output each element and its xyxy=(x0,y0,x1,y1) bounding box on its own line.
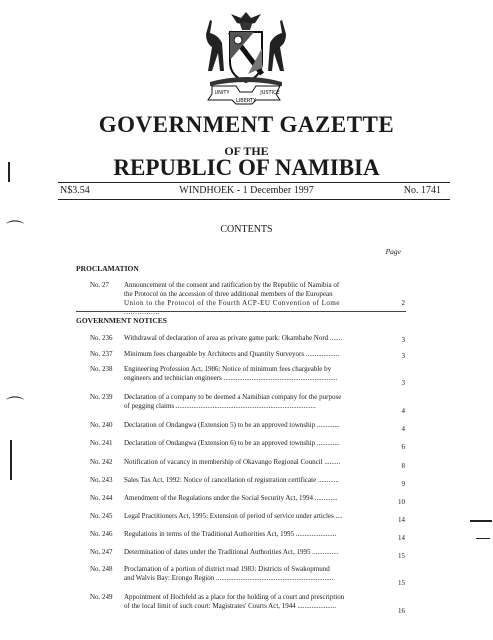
header-rule-bottom xyxy=(58,199,450,200)
entry-description xyxy=(124,548,360,557)
header-rule-top xyxy=(58,182,450,183)
entry-line: Declaration of a company to be deemed a Namibian company for the purpose xyxy=(124,393,342,401)
entry-page: 3 xyxy=(401,352,405,360)
entry-description xyxy=(124,439,360,448)
entry-number: No. 244 xyxy=(90,494,113,502)
entry-line: Amendment of the Regulations under the Social Security Act, 1994 ............. xyxy=(124,494,338,502)
entry-description xyxy=(124,494,360,503)
entry-number: No. 243 xyxy=(90,476,113,484)
entry-page: 8 xyxy=(401,462,405,470)
scan-mark xyxy=(8,162,10,182)
entry-page: 14 xyxy=(398,516,405,524)
entry-line: Union to the Protocol of the Fourth ACP-EU Convention of Lome ................ xyxy=(124,299,340,316)
entry-description xyxy=(124,512,360,521)
entry-number: No. 241 xyxy=(90,439,113,447)
entry-line: Notification of vacancy in membership of Okavango Regional Council ......... xyxy=(124,458,341,466)
entry-page: 15 xyxy=(398,579,405,587)
entry-description xyxy=(124,565,360,583)
entry-page: 14 xyxy=(398,534,405,542)
section-title-government-notices: GOVERNMENT NOTICES xyxy=(76,316,167,325)
entry-number: No. 247 xyxy=(90,548,113,556)
entry-line: of the local limit of such court: Magistrates' Courts Act, 1944 ...................... xyxy=(124,602,337,610)
coat-of-arms-emblem xyxy=(196,8,296,106)
entry-number: No. 27 xyxy=(90,281,110,289)
entry-line: Legal Practitioners Act, 1995: Extension of period of service under articles .... xyxy=(124,512,343,520)
entry-description xyxy=(124,334,360,343)
entry-line: of pegging claims ................................................................................ xyxy=(124,402,316,410)
entry-page: 3 xyxy=(401,336,405,344)
entry-description xyxy=(124,530,360,539)
entry-number: No. 236 xyxy=(90,334,113,342)
entry-line: Engineering Profession Act, 1986: Notice of minimum fees chargeable by xyxy=(124,365,332,373)
gazette-title: GOVERNMENT GAZETTE xyxy=(98,112,395,137)
entry-line: Announcement of the consent and ratification by the Republic of Namibia of xyxy=(124,281,340,289)
entry-number: No. 245 xyxy=(90,512,113,520)
entry-page: 9 xyxy=(401,480,405,488)
entry-line: Proclamation of a portion of district road 1983: Districts of Swakopmund xyxy=(124,565,330,573)
entry-line: Determination of dates under the Traditional Authorities Act, 1995 ............... xyxy=(124,548,339,556)
scan-mark: ⌒ xyxy=(6,396,24,416)
entry-number: No. 237 xyxy=(90,350,113,358)
entry-number: No. 239 xyxy=(90,393,113,401)
gazette-country: REPUBLIC OF NAMIBIA xyxy=(113,155,380,180)
entry-number: No. 242 xyxy=(90,458,113,466)
entry-description xyxy=(124,421,360,430)
issue-price: N$3.54 xyxy=(60,185,90,196)
entry-line: Appointment of Hochfeld as a place for the holding of a court and prescription xyxy=(124,593,345,601)
entry-page: 6 xyxy=(401,443,405,451)
motto-left-text: UNITY xyxy=(214,90,230,96)
entry-line: Sales Tax Act, 1992: Notice of cancellation of registration certificate ............ xyxy=(124,476,339,484)
scan-mark xyxy=(10,440,12,480)
entry-line: Withdrawal of declaration of area as private game park: Okambahe Nord ....... xyxy=(124,334,343,342)
entry-page: 4 xyxy=(401,425,405,433)
section-title-proclamation: PROCLAMATION xyxy=(76,264,139,273)
entry-number: No. 240 xyxy=(90,421,113,429)
entry-page: 2 xyxy=(401,299,405,307)
gazette-of-the: OF THE xyxy=(224,144,269,158)
entry-page: 15 xyxy=(398,552,405,560)
motto-right-text: JUSTICE xyxy=(260,90,280,96)
entry-page: 10 xyxy=(398,498,405,506)
entry-line: engineers and technician engineers ................................................................. xyxy=(124,374,338,382)
entry-number: No. 248 xyxy=(90,565,113,573)
entry-page: 16 xyxy=(398,607,405,615)
entry-line: Declaration of Ondangwa (Extension 6) to be an approved township ............. xyxy=(124,439,340,447)
scan-mark: ⌒ xyxy=(6,220,24,240)
section-divider xyxy=(76,311,406,312)
entry-description xyxy=(124,350,360,359)
issue-place-date: WINDHOEK - 1 December 1997 xyxy=(179,185,314,196)
entry-description xyxy=(124,365,360,383)
contents-heading: CONTENTS xyxy=(220,224,273,235)
scan-mark xyxy=(470,520,492,522)
scan-mark xyxy=(476,538,490,539)
entry-number: No. 238 xyxy=(90,365,113,373)
entry-page: 3 xyxy=(401,379,405,387)
motto-bottom-text: LIBERTY xyxy=(235,98,257,104)
entry-description xyxy=(124,458,360,467)
entry-number: No. 249 xyxy=(90,593,113,601)
entry-line: Minimum fees chargeable by Architects and Quantity Surveyors ................... xyxy=(124,350,340,358)
entry-description xyxy=(124,476,360,485)
entry-line: the Protocol on the accession of three additional members of the European xyxy=(124,290,333,298)
entry-line: and Walvis Bay: Erongo Region ................................................................... xyxy=(124,574,334,582)
entry-page: 4 xyxy=(401,407,405,415)
entry-description xyxy=(124,593,360,611)
issue-number: No. 1741 xyxy=(403,185,441,196)
page-column-label: Page xyxy=(385,247,401,256)
entry-description xyxy=(124,393,360,411)
entry-line: Declaration of Ondangwa (Extension 5) to be an approved township ............. xyxy=(124,421,340,429)
entry-number: No. 246 xyxy=(90,530,113,538)
entry-line: Regulations in terms of the Traditional Authorities Act, 1995 ....................... xyxy=(124,530,337,538)
